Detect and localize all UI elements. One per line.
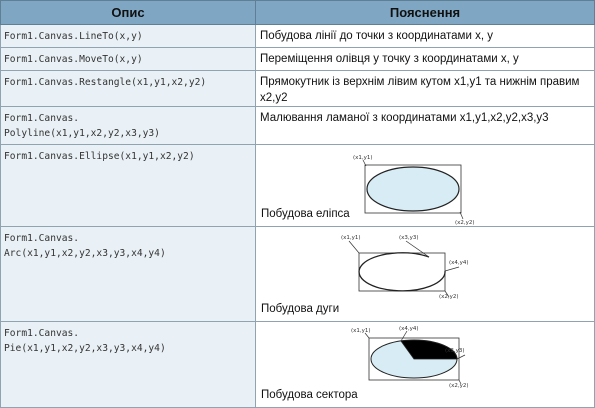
pointer-line [445,267,459,271]
table-row [1,48,595,71]
explanation-cell [256,227,595,322]
table-header-row [1,1,595,25]
table-row [1,25,595,48]
table-row [1,145,595,227]
point-label: (x2,y2) [449,383,469,389]
point-label: (x1,y1) [353,155,373,161]
table-row [1,71,595,107]
explanation-cell: Побудова лінії до точки з координатами x, y [256,25,595,48]
point-label: (x3,y3) [399,235,419,241]
explanation-cell: Переміщення олівця у точку з координатами x, y [256,48,595,71]
table-row [1,107,595,145]
caption: Побудова сектора [261,389,358,401]
point-label: (x1,y1) [351,328,371,334]
pointer-line [460,212,463,219]
point-label: (x4,y4) [399,326,419,332]
explanation-cell [256,145,595,227]
pie-diagram [351,324,471,388]
code-cell: Form1.Canvas. Pie(x1,y1,x2,y2,x3,y3,x4,y4) [1,322,256,408]
caption: Побудова дуги [261,303,340,315]
header-explanation: Пояснення [256,1,595,25]
ellipse-shape [367,167,459,211]
pointer-line [349,241,359,253]
code-cell: Form1.Canvas. Polyline(x1,y1,x2,y2,x3,y3) [1,107,256,145]
pointer-line [401,331,407,341]
table-row [1,322,595,408]
point-label: (x2,y2) [439,294,459,300]
caption: Побудова еліпса [261,208,350,220]
point-label: (x4,y4) [449,260,469,266]
code-cell: Form1.Canvas.MoveTo(x,y) [1,48,256,71]
point-label: (x2,y2) [455,220,475,226]
pointer-line [457,355,465,359]
ellipse-diagram [351,153,475,226]
point-label: (x1,y1) [341,235,361,241]
arc-shape [359,253,445,291]
point-label: (x3,y3) [445,348,465,354]
arc-diagram [341,231,471,299]
header-description: Опис [1,1,256,25]
explanation-cell: Малювання ламаної з координатами x1,y1,x2,y2,x3,y3 [256,107,595,145]
table-row [1,227,595,322]
code-cell: Form1.Canvas.Restangle(x1,y1,x2,y2) [1,71,256,107]
code-cell: Form1.Canvas.LineTo(x,y) [1,25,256,48]
explanation-cell: Прямокутник із верхнім лівим кутом x1,y1 та нижнім правим x2,y2 [256,71,595,107]
code-cell: Form1.Canvas. Arc(x1,y1,x2,y2,x3,y3,x4,y4) [1,227,256,322]
code-cell: Form1.Canvas.Ellipse(x1,y1,x2,y2) [1,145,256,227]
explanation-cell [256,322,595,408]
